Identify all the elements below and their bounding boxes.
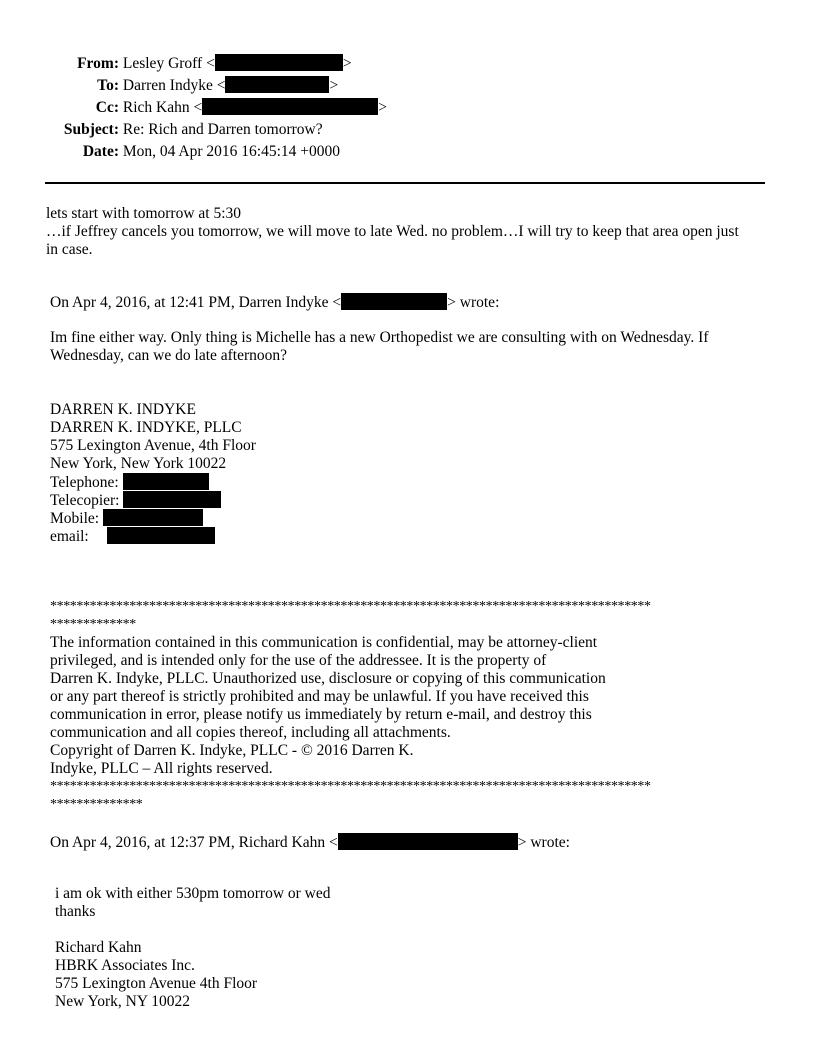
quote-intro [50, 293, 709, 311]
intro-text: On Apr 4, 2016, at 12:41 PM, Darren Indyke < [50, 294, 342, 311]
asterisk-divider: ******************************************************************************************* [50, 779, 651, 794]
disclaimer-line: Darren K. Indyke, PLLC. Unauthorized use, disclosure or copying of this communication [50, 670, 606, 687]
telecopier-line [50, 491, 709, 509]
intro-end: > wrote: [517, 834, 570, 851]
telecopier-label: Telecopier: [50, 492, 120, 509]
from-label: From: [77, 55, 119, 72]
signature-line: Richard Kahn [55, 939, 142, 956]
quote-line: i am ok with either 530pm tomorrow or wed [55, 885, 331, 902]
to-value: Darren Indyke < [122, 77, 226, 94]
bracket: > [378, 99, 387, 116]
date-value: Mon, 04 Apr 2016 16:45:14 +0000 [122, 143, 341, 160]
to-row [0, 75, 387, 97]
signature-line: HBRK Associates Inc. [55, 957, 195, 974]
from-value: Lesley Groff < [122, 55, 215, 72]
date-row [0, 141, 387, 163]
redaction-box [103, 509, 203, 526]
subject-label: Subject: [63, 121, 119, 138]
date-label: Date: [82, 143, 119, 160]
from-row [0, 53, 387, 75]
telephone-line [50, 473, 709, 491]
quote-line: thanks [55, 903, 96, 920]
signature-line: New York, New York 10022 [50, 455, 227, 472]
bracket: > [329, 77, 339, 94]
redaction-box [225, 76, 329, 93]
message-body [46, 205, 739, 259]
email-line [50, 527, 709, 545]
telephone-label: Telephone: [50, 474, 119, 491]
intro-text: On Apr 4, 2016, at 12:37 PM, Richard Kahn < [50, 834, 338, 851]
quote-line: Wednesday, can we do late afternoon? [50, 347, 288, 364]
redaction-box [202, 98, 378, 115]
subject-row [0, 119, 387, 141]
asterisk-divider: ************* [50, 617, 136, 632]
redaction-box [338, 833, 518, 850]
cc-row [0, 97, 387, 119]
signature-line: 575 Lexington Avenue 4th Floor [55, 975, 258, 992]
redaction-box [341, 293, 447, 310]
intro-end: > wrote: [447, 294, 500, 311]
disclaimer-line: Copyright of Darren K. Indyke, PLLC - © 2016 Darren K. [50, 742, 414, 759]
redaction-box [123, 491, 221, 508]
email-label: email: [50, 528, 89, 545]
email-header [0, 53, 387, 163]
body-line: lets start with tomorrow at 5:30 [46, 205, 242, 222]
redaction-box [215, 54, 343, 71]
signature-line: 575 Lexington Avenue, 4th Floor [50, 437, 256, 454]
quote-line: Im fine either way. Only thing is Michelle has a new Orthopedist we are consulting with on Wednesday. If [50, 329, 709, 346]
signature-line: DARREN K. INDYKE, PLLC [50, 419, 242, 436]
disclaimer-line: Indyke, PLLC – All rights reserved. [50, 760, 273, 777]
asterisk-divider: ******************************************************************************************* [50, 599, 651, 614]
disclaimer-line: The information contained in this communication is confidential, may be attorney-client [50, 634, 598, 651]
cc-label: Cc: [95, 99, 119, 116]
disclaimer [50, 598, 762, 814]
cc-value: Rich Kahn < [122, 99, 203, 116]
quote-intro [50, 833, 570, 851]
header-divider [45, 182, 765, 184]
signature-line: DARREN K. INDYKE [50, 401, 196, 418]
disclaimer-line: communication in error, please notify us immediately by return e-mail, and destroy this [50, 706, 592, 723]
subject-value: Re: Rich and Darren tomorrow? [122, 121, 323, 138]
body-line: in case. [46, 241, 93, 258]
redaction-box [107, 527, 215, 544]
bracket: > [342, 55, 352, 72]
signature-line: New York, NY 10022 [55, 993, 191, 1010]
disclaimer-line: or any part thereof is strictly prohibited and may be unlawful. If you have received this [50, 688, 589, 705]
body-line: …if Jeffrey cancels you tomorrow, we will move to late Wed. no problem…I will try to keep that area open just [46, 223, 739, 240]
disclaimer-line: communication and all copies thereof, including all attachments. [50, 724, 451, 741]
mobile-line [50, 509, 709, 527]
mobile-label: Mobile: [50, 510, 100, 527]
redaction-box [123, 473, 209, 490]
to-label: To: [97, 77, 119, 94]
quoted-message-indyke [50, 293, 709, 545]
quoted-message-kahn [50, 833, 570, 1011]
disclaimer-line: privileged, and is intended only for the use of the addressee. It is the property of [50, 652, 547, 669]
asterisk-divider: ************** [50, 797, 143, 812]
